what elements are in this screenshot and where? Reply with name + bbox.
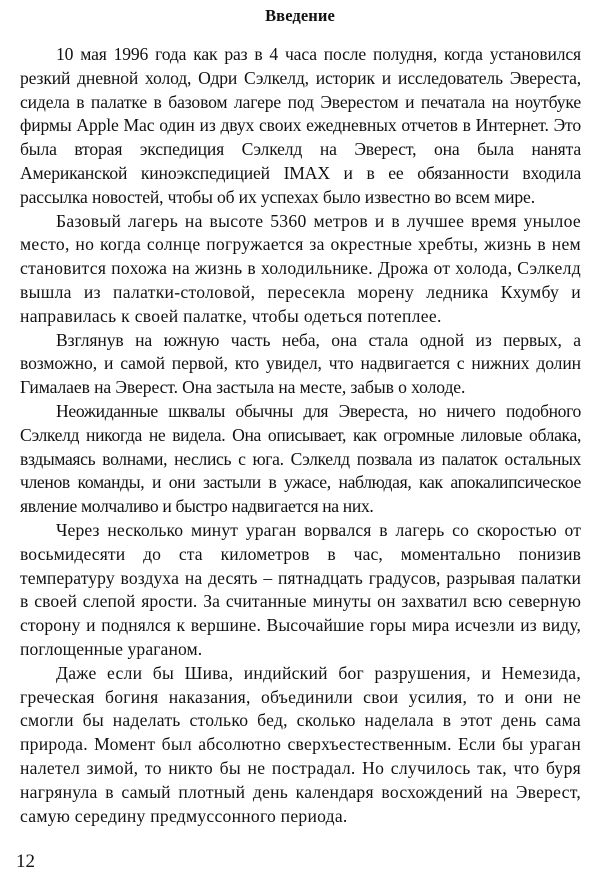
body-text	[20, 43, 581, 828]
paragraph-4: Неожиданные шквалы обычны для Эвереста, но ничего подобного Сэлкелд никогда не видела. Она описывает, как огромные лиловые облака, вздымаясь волнами, неслись с юга. Сэлкелд позвала из палаток остальных членов команды, и они застыли в ужасе, наблюдая, как апокалипсическое явление молчаливо и быстро надвигается на них.	[20, 400, 581, 517]
chapter-title: Введение	[265, 6, 335, 25]
paragraph-5: Через несколько минут ураган ворвался в лагерь со скоростью от восьмидесяти до ста километров в час, моментально понизив температуру воздуха на десять – пятнадцать градусов, разрывая палатки в своей слепой ярости. За считанные минуты он захватил всю северную сторону и поднялся к вершине. Высочайшие горы мира исчезли из виду, поглощенные ураганом.	[20, 519, 581, 659]
paragraph-2: Базовый лагерь на высоте 5360 метров и в лучшее время унылое место, но когда солнце погружается за окрестные хребты, жизнь в нем становится похожа на жизнь в холодильнике. Дрожа от холода, Сэлкелд вышла из палатки-столовой, пересекла морену ледника Кхумбу и направилась к своей палатке, чтобы одеться потеплее.	[20, 210, 581, 326]
paragraph-3: Взглянув на южную часть неба, она стала одной из первых, а возможно, и самой первой, кто увидел, что надвигается с нижних долин Гималаев на Эверест. Она застыла на месте, забыв о холоде.	[20, 329, 581, 398]
paragraph-1: 10 мая 1996 года как раз в 4 часа после полудня, когда установился резкий дневной холод, Одри Сэлкелд, историк и исследователь Эвереста, сидела в палатке в базовом лагере под Эверестом и печатала на ноутбуке фирмы Apple Mac один из двух своих ежедневных отчетов в Интернет. Это была вторая экспедиция Сэлкелд на Эверест, она была нанята Американской киноэкспедицией IMAX и в ее обязанности входила рассылка новостей, чтобы об их успехах было известно во всем мире.	[20, 44, 581, 207]
page-number: 12	[16, 851, 35, 872]
paragraph-6: Даже если бы Шива, индийский бог разрушения, и Немезида, греческая богиня наказания, объединили свои усилия, то и они не смогли бы наделать столько бед, сколько наделала в этот день сама природа. Момент был абсолютно сверхъестественным. Если бы ураган налетел зимой, то никто бы не пострадал. Но случилось так, что буря нагрянула в самый плотный день календаря восхождений на Эверест, самую середину предмуссонного периода.	[20, 662, 581, 826]
